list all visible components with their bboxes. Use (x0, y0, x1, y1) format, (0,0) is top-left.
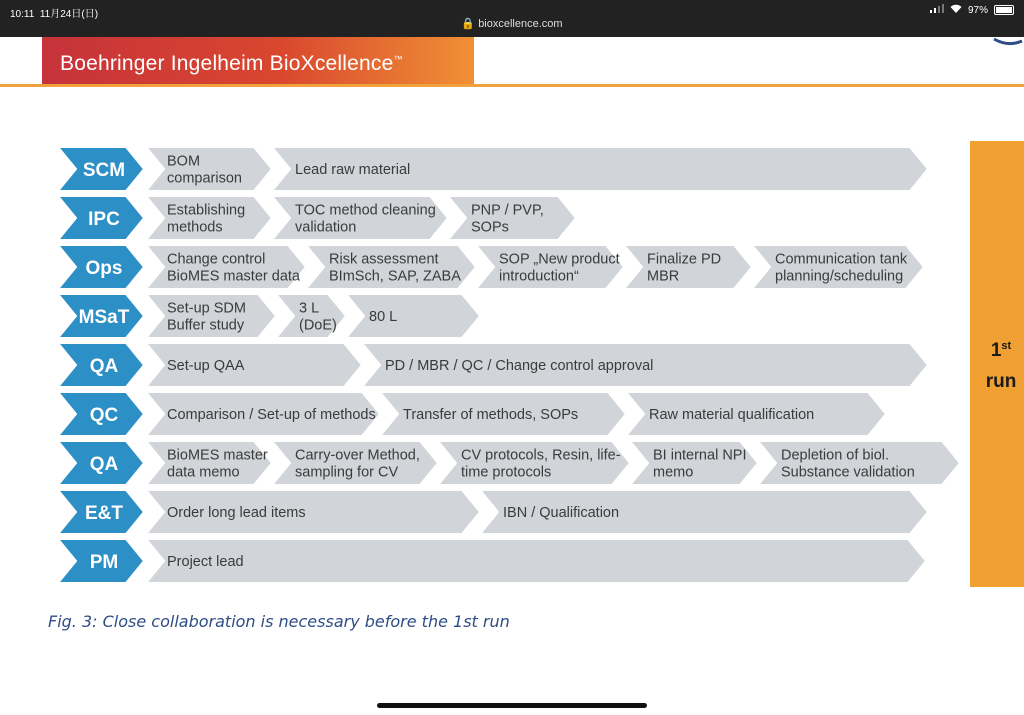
row-1 (58, 196, 576, 240)
row-7 (58, 490, 928, 534)
task-text: Order long lead items (167, 505, 306, 521)
task-text: SOPs (471, 219, 509, 236)
task-text: Set-up QAA (167, 358, 245, 374)
task-text: Lead raw material (295, 162, 411, 178)
task-text: CV protocols, Resin, life- (461, 447, 621, 464)
url-text: bioxcellence.com (478, 18, 563, 30)
task-text: time protocols (461, 464, 552, 481)
task-text: Set-up SDM (167, 300, 246, 317)
task-text: Transfer of methods, SOPs (403, 407, 579, 423)
dept-label: Ops (85, 258, 123, 279)
dept-label: IPC (88, 209, 120, 230)
dept-label: SCM (82, 160, 126, 181)
task-text: BI internal NPI (653, 447, 747, 464)
dept-label: QC (89, 405, 119, 426)
dept-label: QA (89, 356, 119, 377)
figure-caption: Fig. 3: Close collaboration is necessary before the 1st run (48, 612, 510, 631)
task-text: Raw material qualification (649, 407, 815, 423)
task-text: Finalize PD (647, 251, 722, 268)
task-text: Substance validation (781, 464, 915, 481)
task-text: introduction“ (499, 268, 579, 285)
task-text: SOP „New product (499, 251, 620, 268)
company-title: Boehringer Ingelheim BioXcellence (60, 52, 394, 75)
dept-label: E&T (85, 503, 123, 524)
task-text: (DoE) (299, 317, 337, 334)
dept-label: MSaT (78, 307, 130, 328)
task-text: memo (653, 464, 694, 481)
dept-label: PM (89, 552, 119, 573)
row-0 (58, 147, 928, 191)
task-arrow (346, 294, 480, 338)
task-text: Carry-over Method, (295, 447, 420, 464)
task-text: methods (167, 219, 223, 236)
task-text: data memo (167, 464, 240, 481)
row-2 (58, 245, 924, 289)
lock-icon: 🔒 (461, 18, 476, 30)
task-text: BOM (167, 153, 201, 170)
task-text: 3 L (299, 300, 320, 317)
task-text: Project lead (167, 554, 244, 570)
task-text: IBN / Qualification (503, 505, 620, 521)
task-text: comparison (167, 170, 242, 187)
row-3 (58, 294, 480, 338)
task-text: BioMES master data (167, 268, 300, 285)
task-text: Establishing (167, 202, 246, 219)
task-arrow (146, 539, 926, 583)
task-text: Buffer study (167, 317, 245, 334)
task-text: 80 L (369, 309, 398, 325)
row-6 (58, 441, 960, 485)
task-text: Depletion of biol. (781, 447, 890, 464)
task-text: PD / MBR / QC / Change control approval (385, 358, 654, 374)
first-run-number: 1st (990, 340, 1012, 361)
row-4 (58, 343, 928, 387)
task-text: BImSch, SAP, ZABA (329, 268, 461, 285)
row-5 (58, 392, 886, 436)
trademark: ™ (393, 54, 403, 64)
first-run-label: run (985, 371, 1017, 392)
task-text: BioMES master (167, 447, 268, 464)
task-text: validation (295, 219, 357, 236)
status-time: 10:11 11月24日(日) (10, 9, 99, 20)
row-8 (58, 539, 926, 583)
task-text: PNP / PVP, (471, 202, 544, 219)
task-text: TOC method cleaning (295, 202, 436, 219)
battery-percent: 97% (967, 4, 988, 16)
task-text: MBR (647, 268, 680, 285)
home-indicator[interactable] (377, 703, 647, 708)
task-text: sampling for CV (295, 464, 399, 481)
task-text: Communication tank (775, 251, 908, 268)
task-text: Risk assessment (329, 251, 439, 268)
task-text: Change control (167, 251, 266, 268)
task-text: planning/scheduling (775, 268, 904, 285)
first-run-block (970, 141, 1024, 587)
dept-label: QA (89, 454, 119, 475)
task-text: Comparison / Set-up of methods (167, 407, 376, 423)
